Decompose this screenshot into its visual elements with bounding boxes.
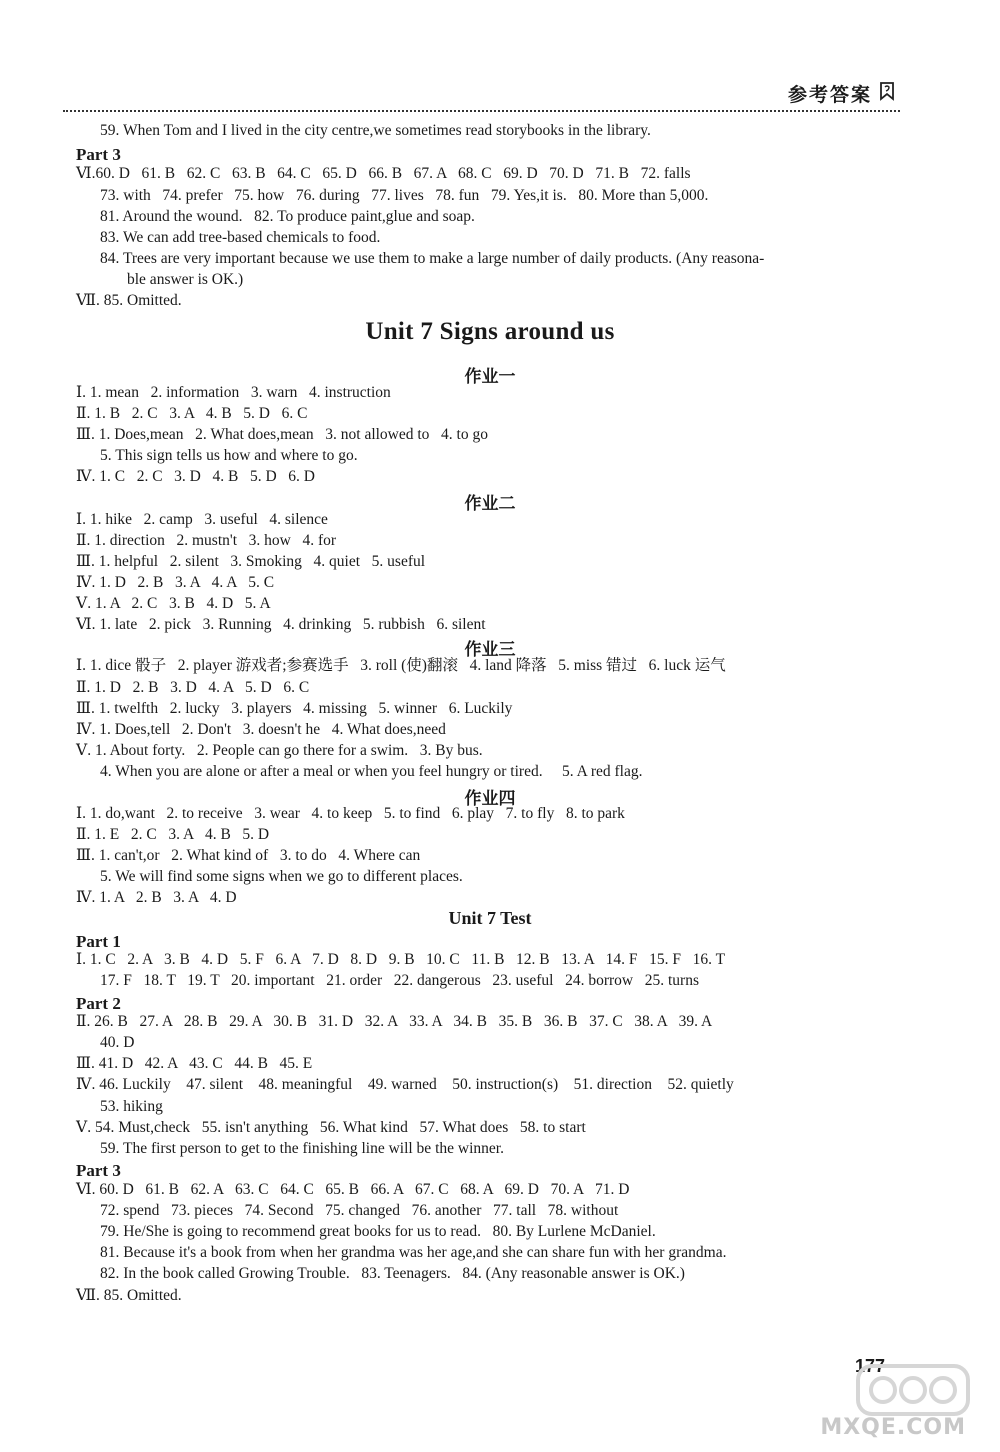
answer-line: Ⅴ. 1. About forty. 2. People can go there for a swim. 3. By bus.	[76, 742, 483, 759]
answer-line: Ⅱ. 1. B 2. C 3. A 4. B 5. D 6. C	[76, 405, 308, 422]
answer-line: ble answer is OK.)	[127, 271, 244, 288]
answer-line: 59. When Tom and I lived in the city centre,we sometimes read storybooks in the library.	[100, 122, 651, 139]
answer-line: Ⅳ. 1. D 2. B 3. A 4. A 5. C	[76, 574, 275, 591]
answer-line: Ⅵ.60. D 61. B 62. C 63. B 64. C 65. D 66. B 67. A 68. C 69. D 70. D 71. B 72. falls	[76, 165, 691, 182]
answer-line: Ⅵ. 1. late 2. pick 3. Running 4. drinking 5. rubbish 6. silent	[76, 616, 486, 633]
answer-line: Ⅲ. 1. can't,or 2. What kind of 3. to do 4. Where can	[76, 847, 421, 864]
answer-line: Ⅴ. 1. A 2. C 3. B 4. D 5. A	[76, 595, 271, 612]
answer-line: Ⅱ. 1. direction 2. mustn't 3. how 4. for	[76, 532, 337, 549]
answer-line: 5. This sign tells us how and where to go.	[100, 447, 358, 464]
answer-line: Ⅵ. 60. D 61. B 62. A 63. C 64. C 65. B 66. A 67. C 68. A 69. D 70. A 71. D	[76, 1181, 630, 1198]
answer-line: 81. Around the wound. 82. To produce paint,glue and soap.	[100, 208, 475, 225]
homework-heading: 作业三	[464, 640, 516, 660]
page-number: 177	[855, 1356, 886, 1376]
answer-line: Ⅴ. 54. Must,check 55. isn't anything 56. What kind 57. What does 58. to start	[76, 1119, 586, 1136]
answer-line: Ⅲ. 1. helpful 2. silent 3. Smoking 4. quiet 5. useful	[76, 553, 426, 570]
answer-line: 40. D	[100, 1034, 135, 1051]
bookmark-icon	[878, 81, 896, 101]
answer-line: 79. He/She is going to recommend great books for us to read. 80. By Lurlene McDaniel.	[100, 1223, 656, 1240]
answer-line: Ⅱ. 26. B 27. A 28. B 29. A 30. B 31. D 32. A 33. A 34. B 35. B 36. B 37. C 38. A 39. A	[76, 1013, 713, 1030]
answer-line: Ⅱ. 1. E 2. C 3. A 4. B 5. D	[76, 826, 270, 843]
header-divider	[63, 110, 900, 112]
header-title: 参考答案	[787, 84, 872, 106]
answer-line: 4. When you are alone or after a meal or when you feel hungry or tired. 5. A red flag.	[100, 763, 643, 780]
homework-heading: 作业四	[464, 789, 516, 809]
answer-line: Ⅱ. 1. D 2. B 3. D 4. A 5. D 6. C	[76, 679, 310, 696]
answer-line: Ⅲ. 1. twelfth 2. lucky 3. players 4. missing 5. winner 6. Luckily	[76, 700, 513, 717]
test-title: Unit 7 Test	[448, 908, 532, 928]
answer-line: Ⅰ. 1. C 2. A 3. B 4. D 5. F 6. A 7. D 8. D 9. B 10. C 11. B 12. B 13. A 14. F 15. F 16. T	[76, 951, 726, 968]
part-heading: Part 2	[76, 994, 121, 1013]
answer-line: 82. In the book called Growing Trouble. 83. Teenagers. 84. (Any reasonable answer is OK.)	[100, 1265, 685, 1282]
answer-line: Ⅲ. 1. Does,mean 2. What does,mean 3. not allowed to 4. to go	[76, 426, 488, 443]
answer-line: Ⅳ. 1. C 2. C 3. D 4. B 5. D 6. D	[76, 468, 315, 485]
answer-line: 5. We will find some signs when we go to different places.	[100, 868, 463, 885]
part-heading: Part 1	[76, 932, 121, 951]
part-heading: Part 3	[76, 145, 121, 164]
answer-line: Ⅰ. 1. dice 骰子 2. player 游戏者;参赛选手 3. roll (使)翻滚 4. land 降落 5. miss 错过 6. luck 运气	[76, 657, 726, 674]
watermark-text: MXQE.COM	[820, 1415, 966, 1440]
part-heading: Part 3	[76, 1161, 121, 1180]
answer-line: Ⅰ. 1. do,want 2. to receive 3. wear 4. to keep 5. to find 6. play 7. to fly 8. to park	[76, 805, 625, 822]
homework-heading: 作业一	[464, 367, 516, 387]
answer-line: Ⅳ. 1. A 2. B 3. A 4. D	[76, 889, 237, 906]
answer-line: 83. We can add tree-based chemicals to food.	[100, 229, 381, 246]
answer-line: 59. The first person to get to the finishing line will be the winner.	[100, 1140, 504, 1157]
answer-line: 84. Trees are very important because we use them to make a large number of daily products. (Any reasona-	[100, 250, 765, 267]
answer-line: Ⅳ. 46. Luckily 47. silent 48. meaningful 49. warned 50. instruction(s) 51. direction 52. quietly	[76, 1076, 734, 1093]
answer-line: Ⅲ. 41. D 42. A 43. C 44. B 45. E	[76, 1055, 313, 1072]
answer-line: 53. hiking	[100, 1098, 163, 1115]
answer-line: Ⅰ. 1. mean 2. information 3. warn 4. instruction	[76, 384, 391, 401]
answer-line: 72. spend 73. pieces 74. Second 75. changed 76. another 77. tall 78. without	[100, 1202, 619, 1219]
answer-line: Ⅶ. 85. Omitted.	[76, 292, 182, 309]
answer-line: 81. Because it's a book from when her grandma was her age,and she can share fun with her grandma.	[100, 1244, 727, 1261]
answer-line: Ⅳ. 1. Does,tell 2. Don't 3. doesn't he 4. What does,need	[76, 721, 446, 738]
answer-line: 73. with 74. prefer 75. how 76. during 77. lives 78. fun 79. Yes,it is. 80. More than 5,000.	[100, 187, 709, 204]
answer-line: 17. F 18. T 19. T 20. important 21. order 22. dangerous 23. useful 24. borrow 25. turns	[100, 972, 700, 989]
homework-heading: 作业二	[464, 494, 516, 514]
answer-line: Ⅶ. 85. Omitted.	[76, 1287, 182, 1304]
unit-title: Unit 7 Signs around us	[365, 318, 615, 345]
answer-line: Ⅰ. 1. hike 2. camp 3. useful 4. silence	[76, 511, 328, 528]
